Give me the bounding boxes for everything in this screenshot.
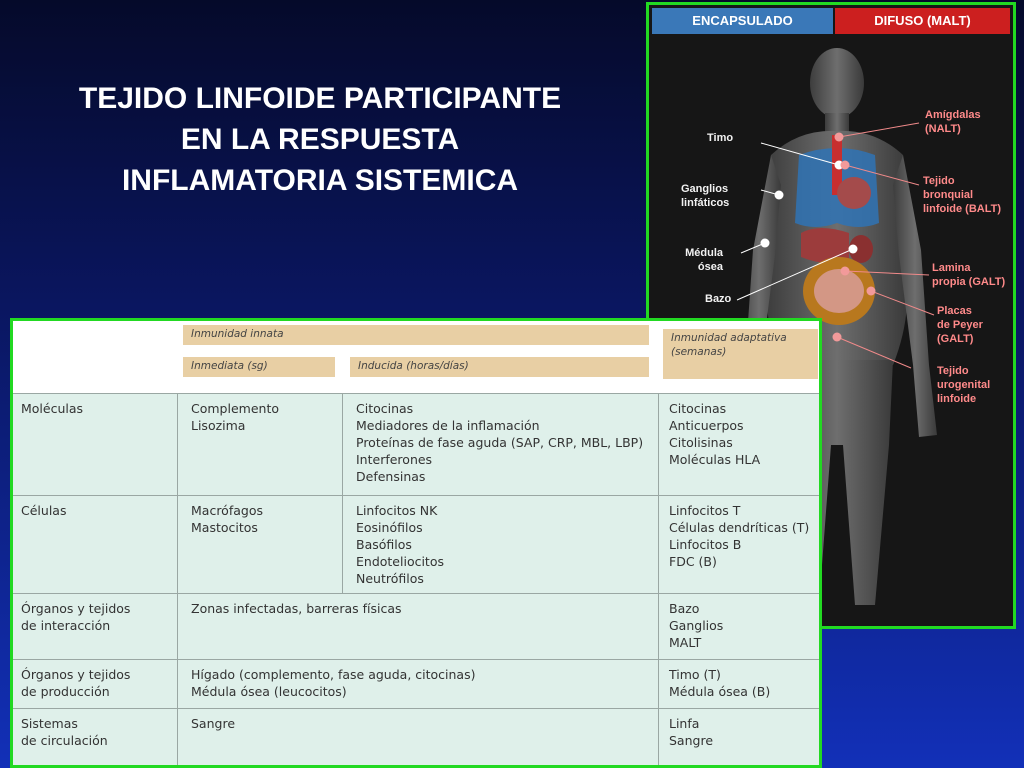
label-medula-2: ósea <box>697 261 723 273</box>
cell-adaptativa: Citocinas Anticuerpos Citolisinas Moléculas HLA <box>669 401 761 467</box>
difuso-header: DIFUSO (MALT) <box>835 8 1010 34</box>
cell-inducida: Linfocitos NK Eosinófilos Basófilos Endoteliocitos Neutrófilos <box>356 503 444 586</box>
slide-title <box>20 78 620 201</box>
table-row <box>13 659 819 708</box>
label-bronquial-1: Tejido <box>923 175 955 187</box>
label-bronquial-3: linfoide (BALT) <box>923 203 1001 215</box>
row-label: Células <box>21 503 67 518</box>
lamina-marker <box>841 267 850 276</box>
bronquial-marker <box>841 161 850 170</box>
header-innata: Inmunidad innata <box>183 325 649 345</box>
table-row <box>13 495 819 593</box>
label-ganglios-2: linfáticos <box>681 197 730 209</box>
cell-adaptativa: Linfocitos T Células dendríticas (T) Linfocitos B FDC (B) <box>669 503 810 569</box>
column-divider <box>177 594 178 659</box>
cell-inmediata: Complemento Lisozima <box>191 401 279 433</box>
label-bronquial-2: bronquial <box>923 189 974 201</box>
column-divider <box>342 394 343 495</box>
cell-innata-merged: Sangre <box>191 716 236 731</box>
label-uro-2: urogenital <box>937 379 991 391</box>
cell-adaptativa: Linfa Sangre <box>669 716 714 748</box>
header-inmediata: Inmediata (sg) <box>183 357 335 377</box>
table-row <box>13 593 819 659</box>
label-uro-3: linfoide <box>937 393 977 405</box>
amigdalas-marker <box>835 133 844 142</box>
urogenital-marker <box>833 333 842 342</box>
row-label: Sistemas de circulación <box>21 716 108 748</box>
cell-inducida: Citocinas Mediadores de la inflamación Proteínas de fase aguda (SAP, CRP, MBL, LBP) Interferones Defensinas <box>356 401 644 484</box>
table-row <box>13 393 819 495</box>
column-divider <box>658 660 659 708</box>
column-divider <box>177 660 178 708</box>
column-divider <box>177 496 178 593</box>
small-intestine-shape <box>814 269 864 313</box>
label-placas-1: Placas <box>937 305 972 317</box>
label-placas-3: (GALT) <box>937 333 974 345</box>
column-divider <box>342 496 343 593</box>
ganglios-marker <box>775 191 784 200</box>
header-inducida: Inducida (horas/días) <box>350 357 649 377</box>
cell-innata-merged: Hígado (complemento, fase aguda, citocinas) Médula ósea (leucocitos) <box>191 667 476 699</box>
table-row <box>13 708 819 768</box>
label-amigdalas-2: (NALT) <box>925 123 961 135</box>
immunity-table <box>10 318 822 768</box>
column-divider <box>177 394 178 495</box>
cell-inmediata: Macrófagos Mastocitos <box>191 503 263 535</box>
label-lamina-1: Lamina <box>932 262 971 274</box>
label-amigdalas-1: Amígdalas <box>925 109 981 121</box>
slide-title-line-2: EN LA RESPUESTA <box>180 123 460 156</box>
label-placas-2: de Peyer <box>937 319 983 331</box>
column-divider <box>658 394 659 495</box>
row-label: Órganos y tejidos de interacción <box>21 601 131 633</box>
placas-marker <box>867 287 876 296</box>
label-medula-1: Médula <box>685 247 723 259</box>
label-bazo: Bazo <box>705 293 732 305</box>
bazo-marker <box>849 245 858 254</box>
label-ganglios-1: Ganglios <box>681 183 729 195</box>
cell-innata-merged: Zonas infectadas, barreras físicas <box>191 601 402 616</box>
label-timo: Timo <box>707 132 734 144</box>
cell-adaptativa: Bazo Ganglios MALT <box>669 601 724 650</box>
row-label: Órganos y tejidos de producción <box>21 667 131 699</box>
cell-adaptativa: Timo (T) Médula ósea (B) <box>669 667 771 699</box>
label-lamina-2: propia (GALT) <box>932 276 1006 288</box>
slide-title-line-3: INFLAMATORIA SISTEMICA <box>121 164 519 197</box>
column-divider <box>177 709 178 768</box>
heart-shape <box>837 177 871 209</box>
row-label: Moléculas <box>21 401 84 416</box>
column-divider <box>658 496 659 593</box>
medula-marker <box>761 239 770 248</box>
header-adaptativa: Inmunidad adaptativa (semanas) <box>663 329 818 379</box>
column-divider <box>658 709 659 768</box>
label-uro-1: Tejido <box>937 365 969 377</box>
column-divider <box>658 594 659 659</box>
encapsulado-header: ENCAPSULADO <box>652 8 833 34</box>
slide-title-line-1: TEJIDO LINFOIDE PARTICIPANTE <box>78 82 562 115</box>
